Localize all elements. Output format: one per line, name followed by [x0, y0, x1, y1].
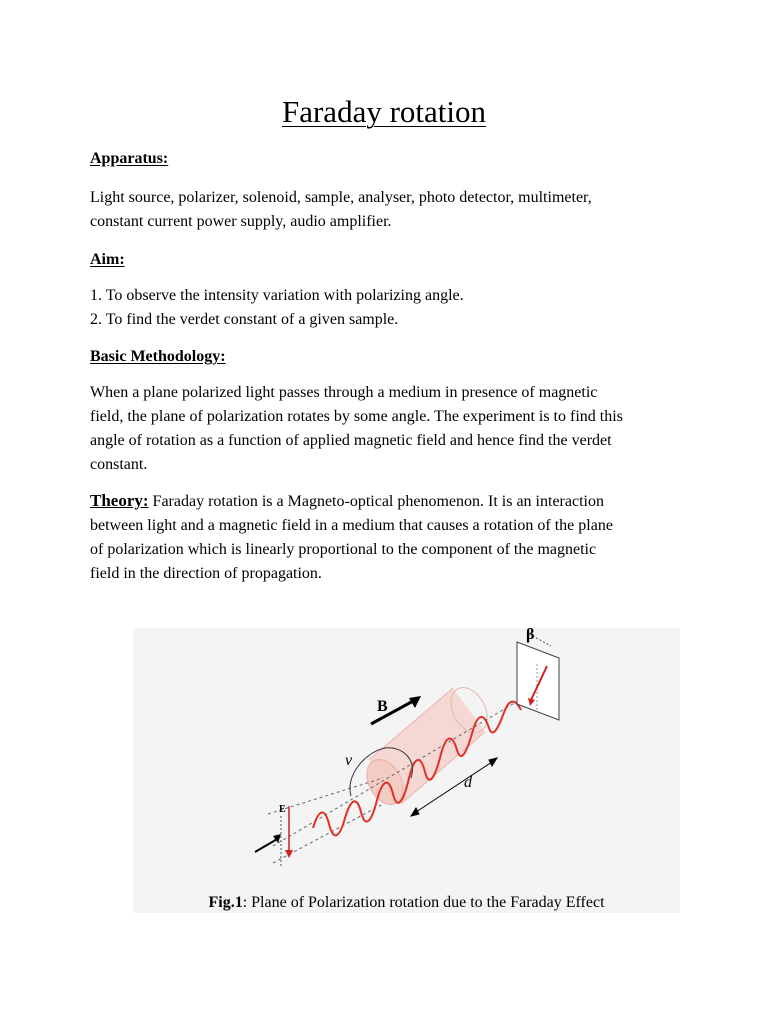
figure-caption: [133, 894, 680, 912]
caption-label: Fig.1: [208, 894, 243, 911]
theory-line: between light and a magnetic field in a medium that causes a rotation of the plane: [90, 517, 613, 534]
nu-label: ν: [345, 752, 353, 769]
methodology-line: constant.: [90, 456, 148, 473]
caption-text: : Plane of Polarization rotation due to the Faraday Effect: [242, 894, 605, 911]
theory-line: of polarization which is linearly proportional to the component of the magnetic: [90, 541, 597, 558]
distance-label: d: [464, 774, 472, 791]
beta-label: β: [526, 626, 535, 643]
apparatus-line: Light source, polarizer, solenoid, sample, analyser, photo detector, multimeter,: [90, 189, 592, 206]
theory-line: field in the direction of propagation.: [90, 565, 322, 582]
aim-item: 1. To observe the intensity variation with polarizing angle.: [90, 287, 464, 304]
methodology-heading: Basic Methodology:: [90, 348, 226, 365]
methodology-line: When a plane polarized light passes through a medium in presence of magnetic: [90, 384, 598, 401]
faraday-figure: [133, 628, 680, 913]
aim-item: 2. To find the verdet constant of a given sample.: [90, 311, 399, 328]
b-field-label: B: [377, 698, 388, 715]
theory-text: [90, 489, 680, 586]
faraday-diagram: [133, 628, 680, 913]
incoming-arrow: [255, 834, 281, 852]
aim-heading: Aim:: [90, 251, 125, 268]
apparatus-text: [90, 186, 680, 234]
methodology-line: field, the plane of polarization rotates by some angle. The experiment is to find this: [90, 408, 623, 425]
aim-list: [90, 284, 680, 332]
analyzer-plate: [517, 634, 559, 720]
methodology-text: [90, 381, 680, 477]
e-field-vector: [281, 806, 293, 868]
apparatus-line: constant current power supply, audio amplifier.: [90, 213, 392, 230]
apparatus-heading: Apparatus:: [90, 150, 169, 167]
theory-first-line: Faraday rotation is a Magneto-optical phenomenon. It is an interaction: [148, 493, 604, 510]
page-title: Faraday rotation: [281, 94, 486, 129]
methodology-line: angle of rotation as a function of applied magnetic field and hence find the verdet: [90, 432, 612, 449]
theory-label: Theory:: [90, 491, 149, 510]
e-field-label: E: [279, 804, 286, 815]
